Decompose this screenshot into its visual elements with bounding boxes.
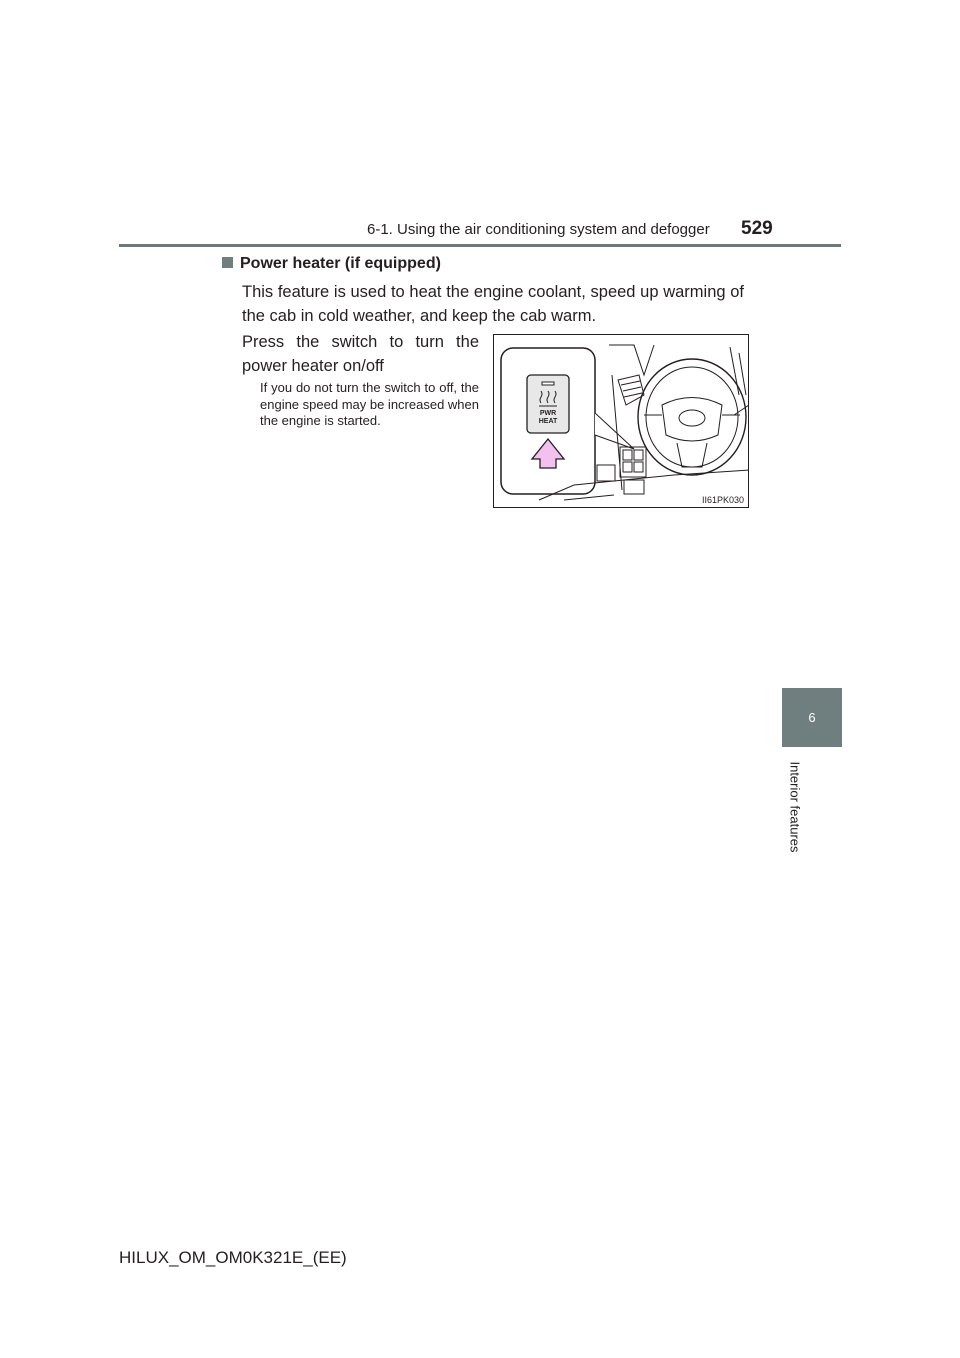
body-paragraph: This feature is used to heat the engine coolant, speed up warming of the cab in cold weather, and keep the cab warm. bbox=[242, 283, 744, 325]
dashboard-drawing bbox=[494, 335, 749, 508]
small-switch bbox=[623, 450, 632, 460]
side-switch bbox=[597, 465, 615, 481]
power-heater-switch-illustration bbox=[493, 334, 749, 508]
dash-line bbox=[609, 345, 654, 375]
chapter-tab: 6 bbox=[782, 688, 842, 747]
small-switch bbox=[634, 450, 643, 460]
section-heading bbox=[222, 255, 441, 273]
step-paragraph: Press the switch to turn the power heater on/off bbox=[242, 333, 479, 375]
square-bullet-icon bbox=[222, 257, 233, 268]
figure-code: II61PK030 bbox=[701, 495, 744, 505]
chapter-label-text: Interior features bbox=[787, 761, 803, 853]
note-paragraph: If you do not turn the switch to off, the engine speed may be increased when the engine is started. bbox=[260, 380, 479, 428]
push-arrow-icon bbox=[532, 439, 564, 468]
chapter-label bbox=[786, 752, 804, 862]
footer-document-id: HILUX_OM_OM0K321E_(EE) bbox=[119, 1248, 347, 1267]
lower-switch bbox=[624, 480, 644, 494]
section-heading-text: Power heater (if equipped) bbox=[240, 255, 441, 272]
switch-label-pwr: PWR bbox=[539, 410, 557, 417]
switch-indicator-lamp bbox=[542, 382, 554, 385]
switch-label-heat: HEAT bbox=[538, 418, 558, 425]
steering-spoke bbox=[677, 443, 707, 467]
small-switch bbox=[634, 462, 643, 472]
header-section-title: 6-1. Using the air conditioning system and defogger bbox=[367, 221, 710, 238]
page-number: 529 bbox=[741, 218, 773, 239]
steering-hub bbox=[662, 398, 722, 442]
dash-line bbox=[564, 495, 614, 500]
header-divider bbox=[119, 244, 841, 247]
dash-line bbox=[730, 347, 749, 415]
small-switch bbox=[623, 462, 632, 472]
callout-pointer bbox=[595, 413, 634, 449]
vent-slats bbox=[621, 381, 642, 397]
